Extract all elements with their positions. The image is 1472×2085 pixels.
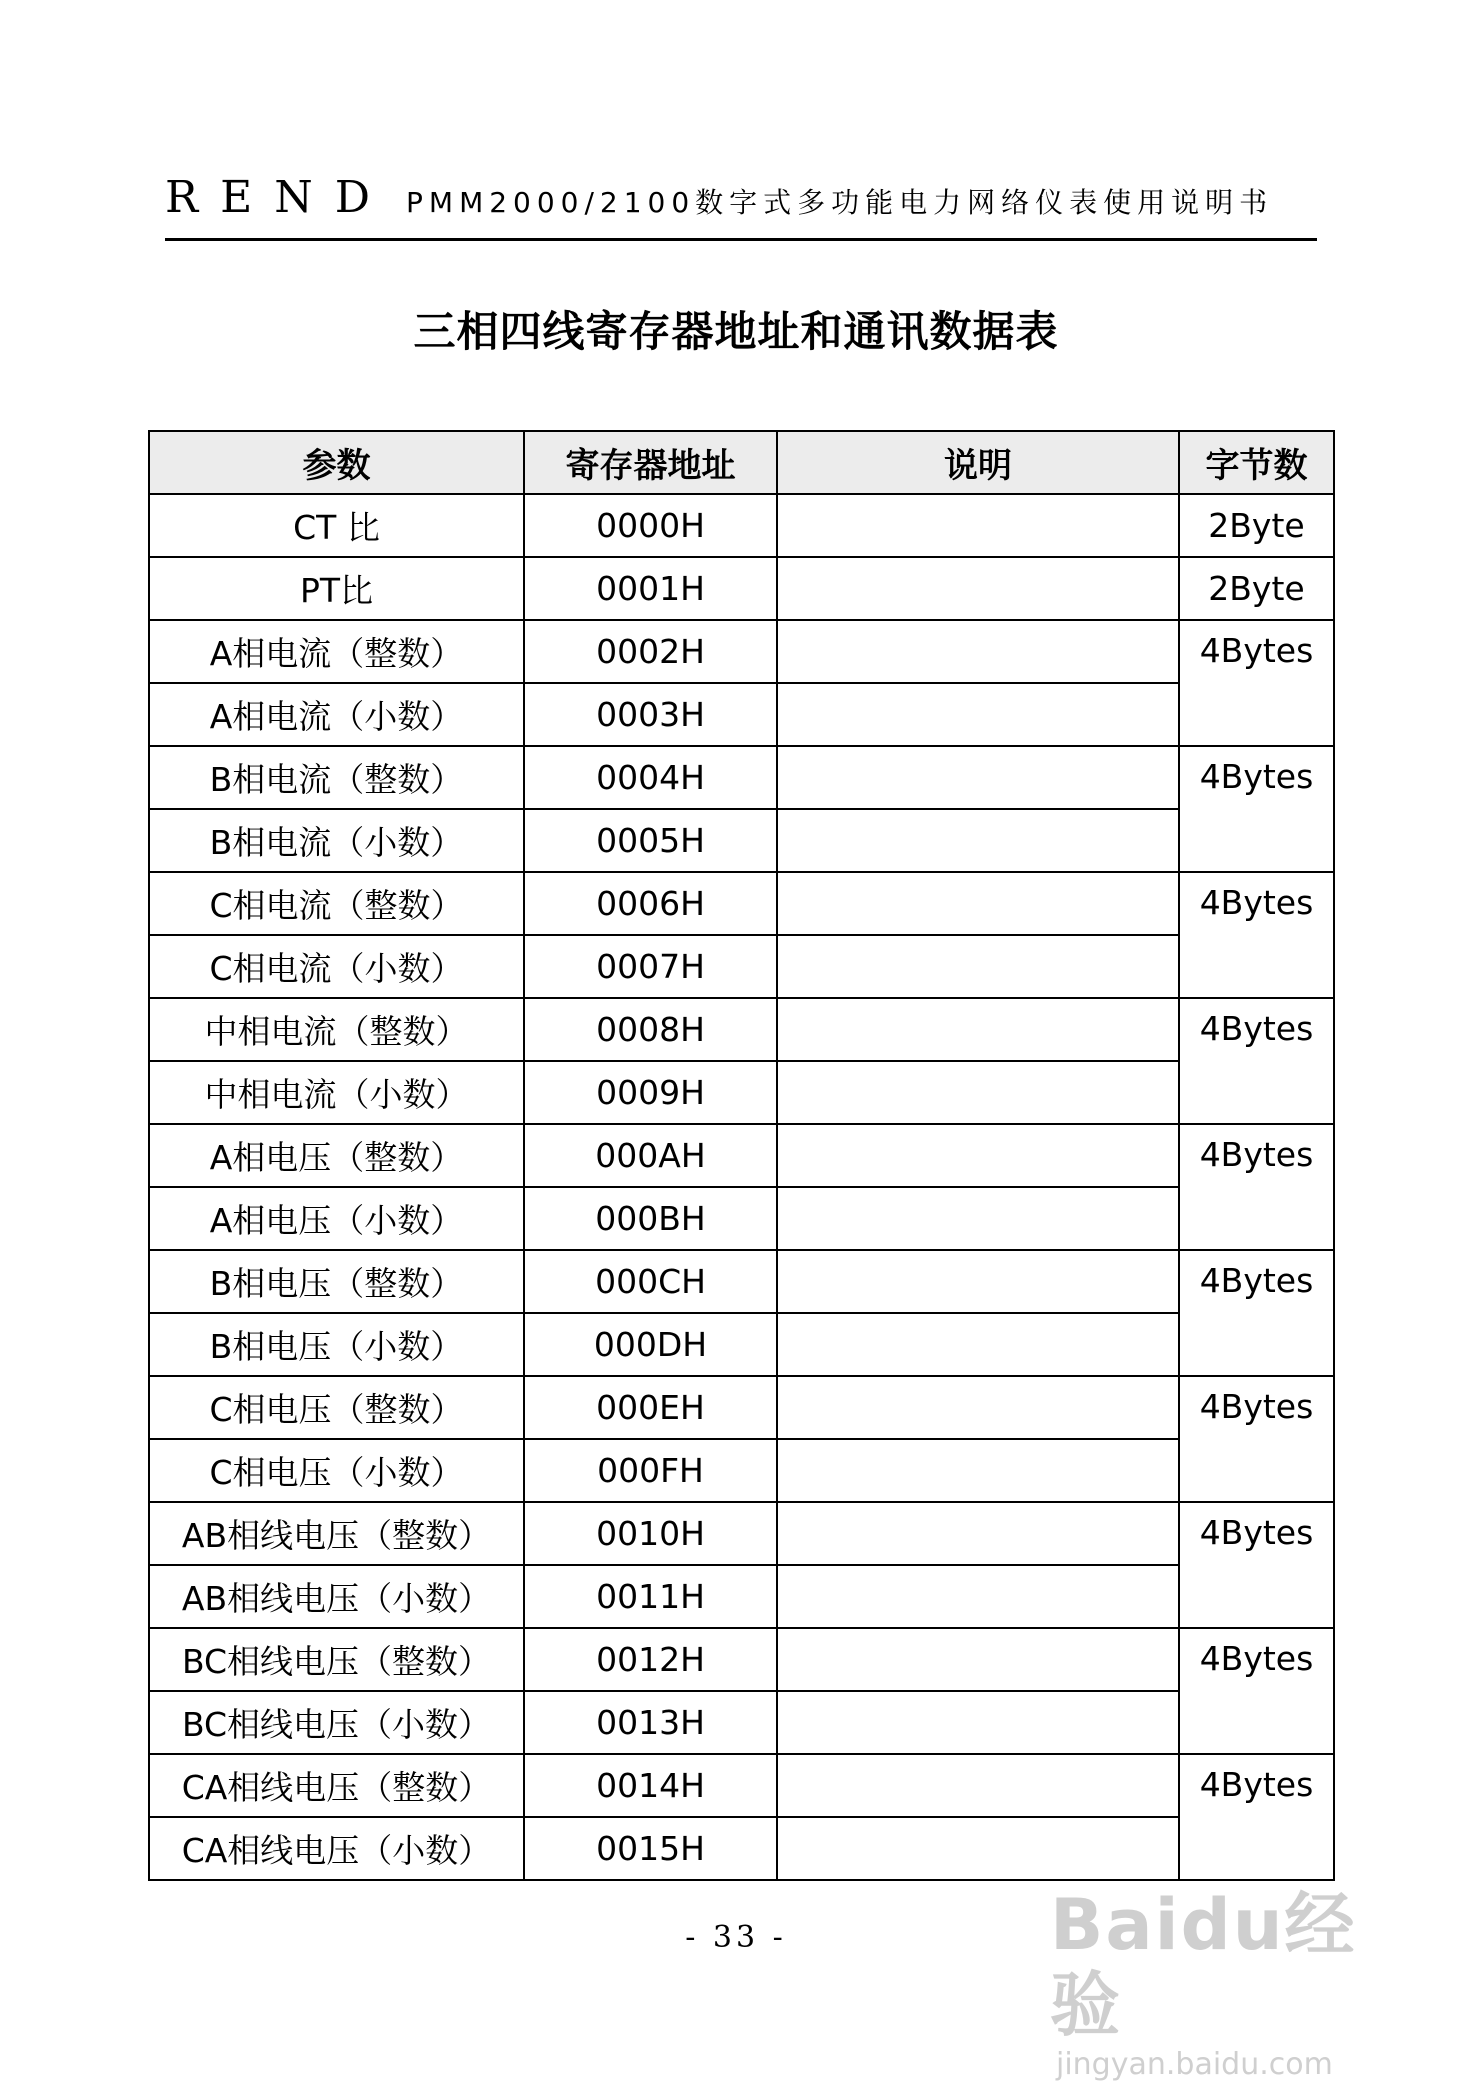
description-cell [777, 935, 1179, 998]
byte-count-cell: 4Bytes [1179, 1376, 1334, 1502]
byte-count-cell: 4Bytes [1179, 1628, 1334, 1754]
table-row [149, 935, 1334, 998]
baidu-watermark [1050, 1884, 1390, 2082]
column-header-parameter: 参数 [149, 431, 524, 494]
table-body [149, 494, 1334, 1880]
description-cell [777, 1754, 1179, 1817]
parameter-cell: C相电流（整数） [149, 872, 524, 935]
byte-count-cell: 4Bytes [1179, 1502, 1334, 1628]
address-cell: 0006H [524, 872, 777, 935]
description-cell [777, 620, 1179, 683]
description-cell [777, 1628, 1179, 1691]
table-row [149, 746, 1334, 809]
address-cell: 0015H [524, 1817, 777, 1880]
register-table [148, 430, 1335, 1881]
address-cell: 0008H [524, 998, 777, 1061]
parameter-cell: PT比 [149, 557, 524, 620]
address-cell: 000EH [524, 1376, 777, 1439]
table-row [149, 620, 1334, 683]
table-row [149, 1187, 1334, 1250]
parameter-cell: 中相电流（整数） [149, 998, 524, 1061]
table-row [149, 683, 1334, 746]
parameter-cell: A相电流（小数） [149, 683, 524, 746]
address-cell: 0014H [524, 1754, 777, 1817]
parameter-cell: A相电流（整数） [149, 620, 524, 683]
description-cell [777, 998, 1179, 1061]
parameter-cell: B相电流（小数） [149, 809, 524, 872]
parameter-cell: C相电压（小数） [149, 1439, 524, 1502]
table-row [149, 1313, 1334, 1376]
table-row [149, 557, 1334, 620]
address-cell: 0000H [524, 494, 777, 557]
parameter-cell: B相电流（整数） [149, 746, 524, 809]
address-cell: 0012H [524, 1628, 777, 1691]
parameter-cell: A相电压（小数） [149, 1187, 524, 1250]
parameter-cell: BC相线电压（小数） [149, 1691, 524, 1754]
table-row [149, 1754, 1334, 1817]
table-row [149, 1691, 1334, 1754]
table-row [149, 872, 1334, 935]
parameter-cell: B相电压（整数） [149, 1250, 524, 1313]
description-cell [777, 1376, 1179, 1439]
address-cell: 0013H [524, 1691, 777, 1754]
parameter-cell: A相电压（整数） [149, 1124, 524, 1187]
byte-count-cell: 4Bytes [1179, 620, 1334, 746]
description-cell [777, 1061, 1179, 1124]
table-row [149, 494, 1334, 557]
page-number: - 33 - [685, 1920, 787, 1955]
header-divider [165, 238, 1317, 241]
byte-count-cell: 2Byte [1179, 557, 1334, 620]
description-cell [777, 1124, 1179, 1187]
description-cell [777, 1691, 1179, 1754]
description-cell [777, 809, 1179, 872]
brand-logo-text: REND [165, 172, 393, 223]
table-row [149, 1817, 1334, 1880]
address-cell: 0007H [524, 935, 777, 998]
parameter-cell: 中相电流（小数） [149, 1061, 524, 1124]
description-cell [777, 1250, 1179, 1313]
column-header-bytes: 字节数 [1179, 431, 1334, 494]
table-title: 三相四线寄存器地址和通讯数据表 [413, 307, 1059, 356]
parameter-cell: CT 比 [149, 494, 524, 557]
address-cell: 0005H [524, 809, 777, 872]
table-row [149, 809, 1334, 872]
address-cell: 0002H [524, 620, 777, 683]
parameter-cell: C相电压（整数） [149, 1376, 524, 1439]
parameter-cell: CA相线电压（整数） [149, 1754, 524, 1817]
parameter-cell: AB相线电压（整数） [149, 1502, 524, 1565]
table-row [149, 1250, 1334, 1313]
address-cell: 0009H [524, 1061, 777, 1124]
description-cell [777, 1187, 1179, 1250]
address-cell: 000AH [524, 1124, 777, 1187]
parameter-cell: AB相线电压（小数） [149, 1565, 524, 1628]
address-cell: 0011H [524, 1565, 777, 1628]
byte-count-cell: 4Bytes [1179, 1250, 1334, 1376]
address-cell: 0010H [524, 1502, 777, 1565]
address-cell: 0003H [524, 683, 777, 746]
byte-count-cell: 4Bytes [1179, 998, 1334, 1124]
table-header-row [149, 431, 1334, 494]
byte-count-cell: 4Bytes [1179, 1124, 1334, 1250]
table-row [149, 1061, 1334, 1124]
description-cell [777, 1313, 1179, 1376]
description-cell [777, 1817, 1179, 1880]
description-cell [777, 1502, 1179, 1565]
table-row [149, 1124, 1334, 1187]
byte-count-cell: 4Bytes [1179, 1754, 1334, 1880]
watermark-logo: Baidu经验 [1050, 1884, 1357, 2046]
column-header-description: 说明 [777, 431, 1179, 494]
address-cell: 0004H [524, 746, 777, 809]
description-cell [777, 1439, 1179, 1502]
table-row [149, 1502, 1334, 1565]
parameter-cell: C相电流（小数） [149, 935, 524, 998]
table-row [149, 1628, 1334, 1691]
table-row [149, 1439, 1334, 1502]
description-cell [777, 1565, 1179, 1628]
table-row [149, 998, 1334, 1061]
description-cell [777, 746, 1179, 809]
parameter-cell: CA相线电压（小数） [149, 1817, 524, 1880]
byte-count-cell: 4Bytes [1179, 872, 1334, 998]
table-row [149, 1565, 1334, 1628]
parameter-cell: BC相线电压（整数） [149, 1628, 524, 1691]
address-cell: 000CH [524, 1250, 777, 1313]
column-header-address: 寄存器地址 [524, 431, 777, 494]
description-cell [777, 557, 1179, 620]
address-cell: 000DH [524, 1313, 777, 1376]
address-cell: 000BH [524, 1187, 777, 1250]
table-row [149, 1376, 1334, 1439]
byte-count-cell: 2Byte [1179, 494, 1334, 557]
parameter-cell: B相电压（小数） [149, 1313, 524, 1376]
watermark-url: jingyan.baidu.com [1056, 2047, 1333, 2082]
description-cell [777, 872, 1179, 935]
manual-title: PMM2000/2100数字式多功能电力网络仪表使用说明书 [406, 186, 1274, 219]
description-cell [777, 683, 1179, 746]
address-cell: 000FH [524, 1439, 777, 1502]
description-cell [777, 494, 1179, 557]
byte-count-cell: 4Bytes [1179, 746, 1334, 872]
address-cell: 0001H [524, 557, 777, 620]
page-header [165, 172, 1317, 223]
